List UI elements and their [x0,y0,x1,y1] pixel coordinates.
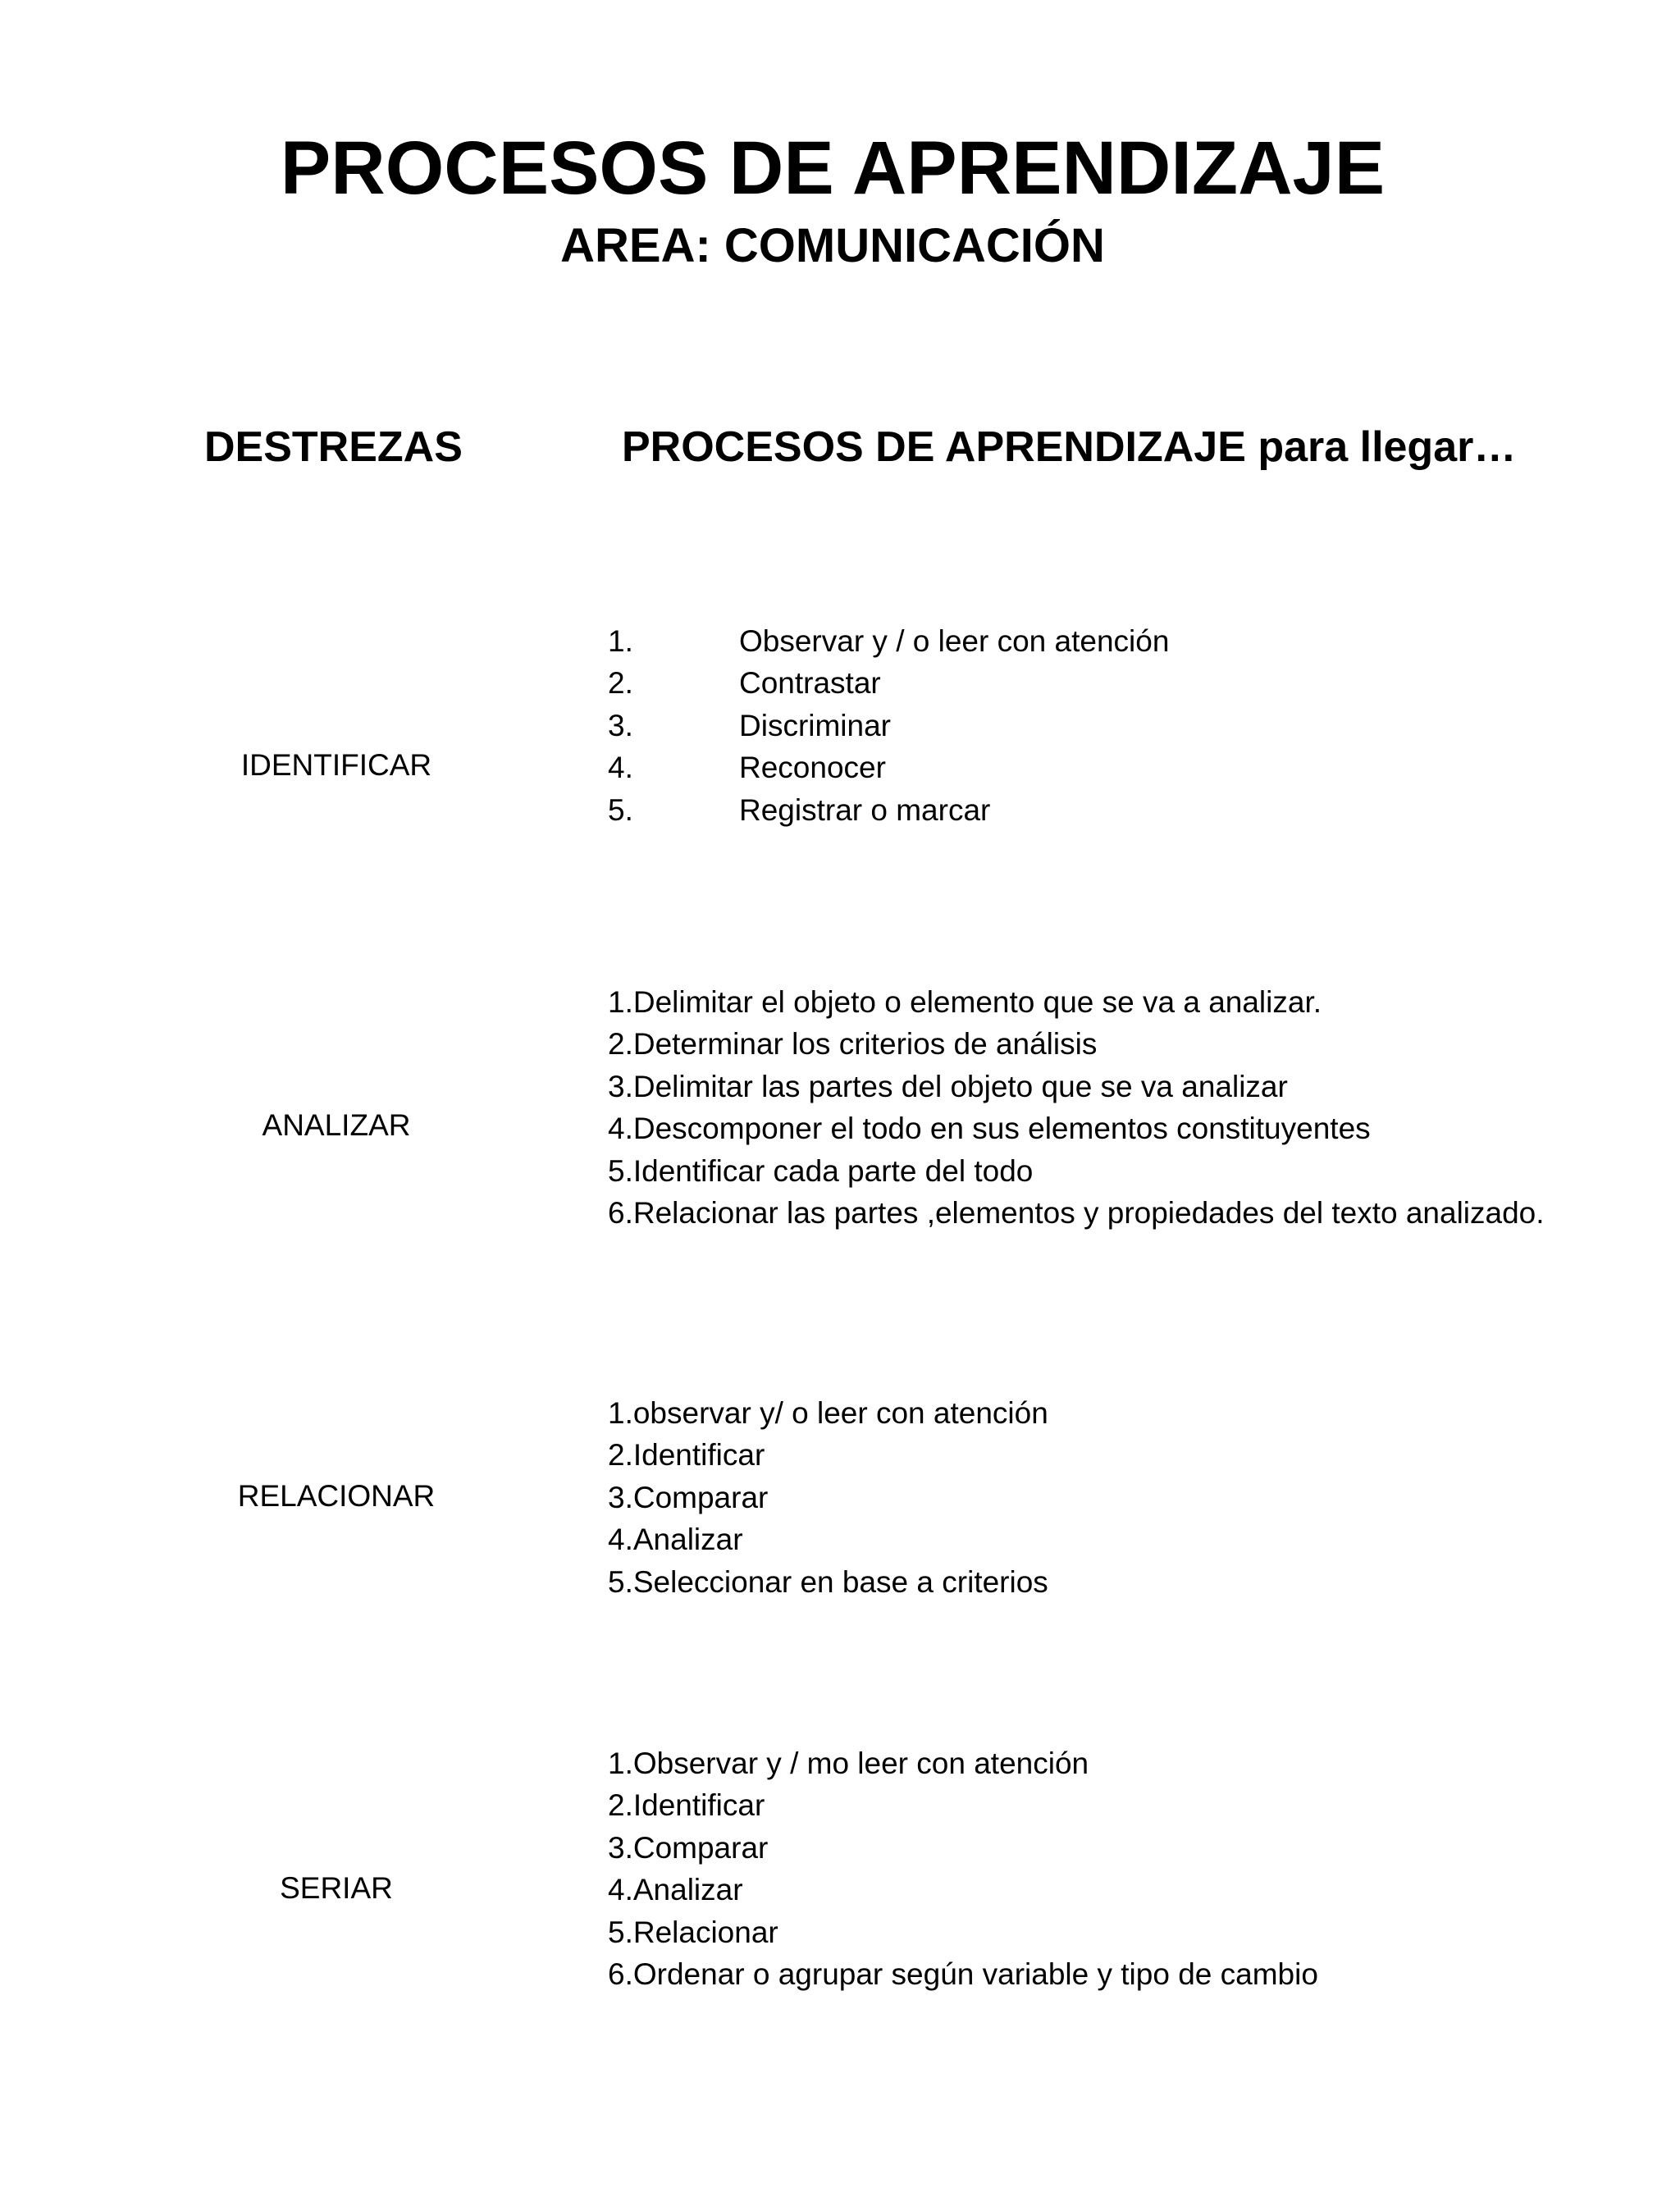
list-item: 6.Ordenar o agrupar según variable y tipo de cambio [608,1957,1318,1992]
list-item: 2.Identificar [608,1788,765,1823]
list-item: 6.Relacionar las partes ,elementos y propiedades del texto analizado. [608,1196,1545,1231]
list-item [608,747,1169,788]
list-item [608,789,1169,831]
step-number: 4. [608,751,633,785]
step-text: Discriminar [739,708,891,742]
list-item: 3.Comparar [608,1480,769,1514]
step-list [608,620,1169,831]
list-item [608,705,1169,747]
step-list [608,1392,1048,1603]
list-item [608,662,1169,704]
column-header-procesos: PROCESOS DE APRENDIZAJE para llegar… [622,423,1517,471]
list-item: 1.Observar y / mo leer con atención [608,1747,1089,1780]
list-item: 2.Identificar [608,1438,765,1473]
step-number: 1. [608,624,633,658]
list-item: 1.Delimitar el objeto o elemento que se va a analizar. [608,985,1322,1019]
list-item: 5.Identificar cada parte del todo [608,1153,1034,1188]
skill-label: SERIAR [280,1871,393,1905]
list-item: 5.Seleccionar en base a criterios [608,1564,1048,1599]
list-item: 5.Relacionar [608,1915,778,1949]
list-item: 2.Determinar los criterios de análisis [608,1027,1098,1062]
list-item: 4.Descomponer el todo en sus elementos constituyentes [608,1112,1371,1146]
step-list [608,1742,1318,1995]
step-text: Reconocer [739,751,886,785]
step-text: Registrar o marcar [739,792,991,827]
step-text: Observar y / o leer con atención [739,624,1170,658]
page-subtitle: AREA: COMUNICACIÓN [560,219,1105,272]
skill-label: RELACIONAR [237,1479,436,1513]
step-list [608,981,1545,1234]
step-number: 3. [608,708,633,742]
step-text: Contrastar [739,666,881,701]
list-item [608,620,1169,662]
list-item: 3.Comparar [608,1830,769,1865]
list-item: 4.Analizar [608,1523,743,1557]
list-item: 4.Analizar [608,1873,743,1907]
step-number: 5. [608,792,633,827]
skill-label: IDENTIFICAR [240,748,432,782]
page-title: PROCESOS DE APRENDIZAJE [280,126,1386,210]
skill-label: ANALIZAR [262,1108,411,1142]
list-item: 3.Delimitar las partes del objeto que se va analizar [608,1069,1288,1103]
column-header-destrezas: DESTREZAS [204,423,463,471]
list-item: 1.observar y/ o leer con atención [608,1396,1048,1430]
step-number: 2. [608,666,633,701]
